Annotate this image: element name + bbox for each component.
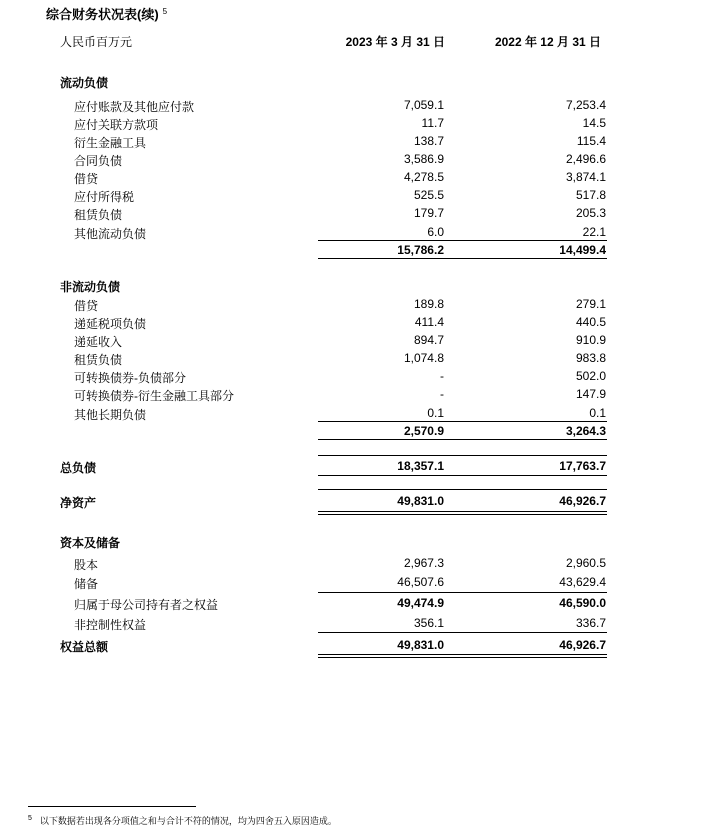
subtotal-underline bbox=[318, 258, 607, 259]
footnote-mark: 5 bbox=[28, 815, 32, 822]
subtotal-rule bbox=[318, 632, 607, 633]
table-row: 可转换债券-衍生金融工具部分 - 147.9 bbox=[74, 387, 606, 403]
double-underline bbox=[318, 514, 607, 515]
statement-title: 综合财务状况表(续) $^5$ bbox=[46, 6, 168, 22]
table-row: 应付关联方款项 11.7 14.5 bbox=[74, 116, 606, 132]
total-equity-row: 权益总额 49,831.0 46,926.7 bbox=[60, 638, 606, 654]
footnote bbox=[28, 814, 337, 827]
column-header-2023: 2023 年 3 月 31 日 bbox=[345, 35, 445, 49]
subtotal-rule bbox=[318, 592, 607, 593]
double-underline bbox=[318, 654, 607, 655]
table-row: 租赁负债 179.7 205.3 bbox=[74, 206, 606, 222]
table-row: 合同负债 3,586.9 2,496.6 bbox=[74, 152, 606, 168]
double-underline bbox=[318, 511, 607, 512]
table-row: 借贷 189.8 279.1 bbox=[74, 297, 606, 313]
attributable-equity-row: 归属于母公司持有者之权益 49,474.9 46,590.0 bbox=[74, 596, 606, 612]
subtotal-rule bbox=[318, 421, 607, 422]
footnote-rule bbox=[28, 806, 196, 807]
subtotal-rule bbox=[318, 240, 607, 241]
net-assets-row: 净资产 49,831.0 46,926.7 bbox=[60, 494, 606, 510]
subtotal-row-noncurrent-liabilities: 2,570.9 3,264.3 bbox=[403, 424, 606, 438]
table-row: 应付账款及其他应付款 7,059.1 7,253.4 bbox=[74, 98, 606, 114]
table-row: 递延税项负债 411.4 440.5 bbox=[74, 315, 606, 331]
footnote-text: 以下数据若出现各分项值之和与合计不符的情况，均为四舍五入原因造成。 bbox=[39, 816, 337, 826]
subtotal-underline bbox=[318, 439, 607, 440]
section-heading-capital-reserves: 资本及储备 bbox=[60, 536, 121, 550]
table-row: 租赁负债 1,074.8 983.8 bbox=[74, 351, 606, 367]
table-row: 股本 2,967.3 2,960.5 bbox=[74, 556, 606, 572]
table-row: 应付所得税 525.5 517.8 bbox=[74, 188, 606, 204]
table-row: 非控制性权益 356.1 336.7 bbox=[74, 616, 606, 632]
table-row: 可转换债券-负债部分 - 502.0 bbox=[74, 369, 606, 385]
title-footnote-mark: 5 bbox=[162, 6, 168, 16]
total-rule bbox=[318, 489, 607, 490]
subtotal-row-current-liabilities: 15,786.2 14,499.4 bbox=[397, 243, 606, 257]
total-underline bbox=[318, 475, 607, 476]
currency-unit: 人民币百万元 bbox=[60, 35, 133, 49]
table-row: 递延收入 894.7 910.9 bbox=[74, 333, 606, 349]
table-row: 借贷 4,278.5 3,874.1 bbox=[74, 170, 606, 186]
table-row: 其他流动负债 6.0 22.1 bbox=[74, 225, 606, 241]
double-underline bbox=[318, 657, 607, 658]
column-header-2022: 2022 年 12 月 31 日 bbox=[494, 35, 601, 49]
total-rule bbox=[318, 455, 607, 456]
total-liabilities-row: 总负债 18,357.1 17,763.7 bbox=[60, 459, 606, 475]
table-row: 储备 46,507.6 43,629.4 bbox=[74, 575, 606, 591]
section-heading-current-liabilities: 流动负债 bbox=[60, 76, 109, 90]
section-heading-noncurrent-liabilities: 非流动负债 bbox=[60, 280, 121, 294]
table-row: 其他长期负债 0.1 0.1 bbox=[74, 406, 606, 422]
table-row: 衍生金融工具 138.7 115.4 bbox=[74, 134, 606, 150]
